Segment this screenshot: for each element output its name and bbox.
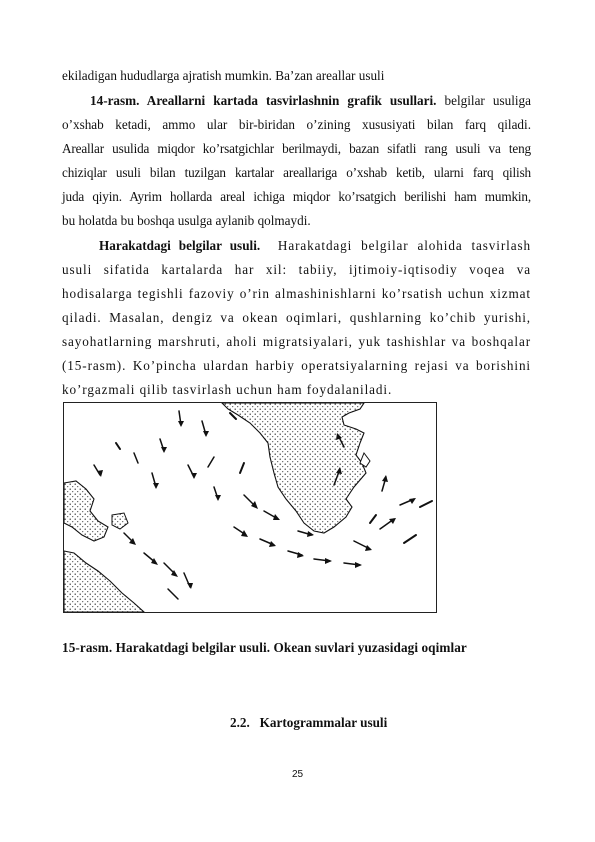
section-number: 2.2. [230,715,250,730]
landmass [64,551,144,612]
figure-15-caption: 15-rasm. Harakatdagi belgilar usuli. Okean suvlari yuzasidagi oqimlar [62,640,467,655]
page-number: 25 [291,769,304,780]
arrow-heads [97,421,416,589]
figure-14-heading: 14-rasm. Areallarni kartada tasvirlashnin grafik usullari. [90,93,437,108]
paragraph-line: qiladi. Masalan, dengiz va okean oqimlari, qushlarning ko’chib yurishi, [62,310,531,325]
paragraph-line: ko’rgazmali qilib tasvirlash uchun ham foydalaniladi. [62,382,393,397]
ocean-currents-map [63,402,437,613]
section-title: Kartogrammalar usuli [259,715,388,730]
body-text-line: ekiladigan hududlarga ajratish mumkin. Ba’zan areallar usuli [62,68,385,83]
paragraph-line [90,93,531,109]
section-heading [230,715,387,731]
landmass [112,513,128,529]
paragraph-line [99,238,531,254]
paragraph-line: bu holatda bu boshqa usulga aylanib qolmaydi. [62,213,311,228]
body-text: belgilar usuliga [436,93,531,108]
paragraph-line: (15-rasm). Ko’pincha ulardan harbiy operatsiyalarning rejasi va borishini [62,358,531,373]
paragraph-line: chiziqlar usuli bilan tuzilgan kartalar areallariga o’xshab ketib, ularni farq qilish [62,165,531,180]
paragraph-line: Areallar usulida miqdor ko’rsatgichlar berilmaydi, bazan sifatli rang usuli va teng [62,141,531,156]
ocean-currents-map-drawing [64,403,436,612]
method-heading: Harakatdagi belgilar usuli. [99,238,261,253]
paragraph-line: sayohatlarning marshruti, aholi migratsiyalari, yuk tashishlar va boshqalar [62,334,531,349]
body-text: Harakatdagi belgilar alohida tasvirlash [277,238,531,253]
paragraph-line: juda qiyin. Ayrim hollarda areal ichiga miqdor ko’rsatgich berilishi ham mumkin, [62,189,531,204]
paragraph-line: o’xshab ketadi, ammo ular bir-biridan o’zining xususiyati bilan farq qiladi. [62,117,531,132]
landmass [64,481,108,541]
paragraph-line: usuli sifatida kartalarda har xil: tabiiy, ijtimoiy-iqtisodiy voqea va [62,262,531,277]
paragraph-line: hodisalarga tegishli fazoviy o’rin almashinishlarni ko’rsatish uchun xizmat [62,286,531,301]
landmass [222,403,366,533]
